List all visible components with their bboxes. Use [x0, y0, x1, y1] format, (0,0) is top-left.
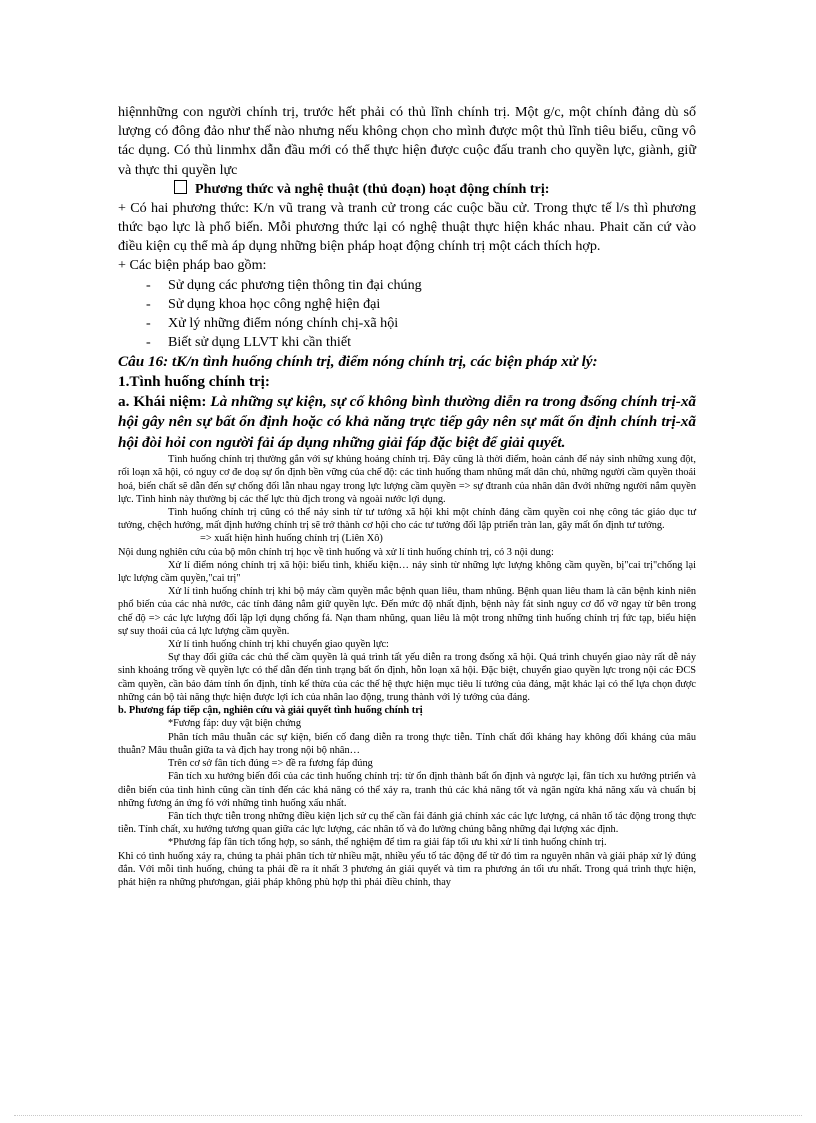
body-paragraph: Tình huống chính trị cũng có thể nảy sinh từ tư tưởng xã hội khi một chính đảng cầm quyền coi nhẹ công tác giáo dục tư tưởng, chệch hướng, mất định hướng chính trị sẽ trở thành cơ hội cho các tư tưởng đối lập ptriển tràn lan, gây mất ổn định tư tưởng. — [118, 506, 696, 532]
section-b-heading: b. Phương fáp tiếp cận, nghiên cứu và giải quyết tình huống chính trị — [118, 704, 423, 716]
body-paragraph: Xử lí điểm nóng chính trị xã hội: biểu tình, khiếu kiện… nảy sinh từ những lực lượng không cầm quyền, bị"cai trị"chống lại lực lượng cầm quyền,"cai trị" — [118, 559, 696, 584]
body-paragraph: Trên cơ sở fân tích đúng => đề ra fương fáp đúng — [168, 758, 373, 770]
body-paragraph: *Phương fáp fân tích tổng hợp, so sánh, thể nghiệm để tìm ra giải fáp tối ưu khi xử lí tình huống chính trị. — [168, 837, 607, 849]
concept-label: a. Khái niệm: — [118, 392, 207, 410]
concept-text: Là những sự kiện, sự cố không bình thường diễn ra trong đsống chính trị-xã hội gây nên sự bất ổn định hoặc có khả năng trực tiếp gây nên sự mất ổn định chính trị-xã hội đòi hỏi con người fải áp dụng những giải fáp đặc biệt để giải quyết. — [118, 392, 697, 451]
body-paragraph: Phân tích mâu thuẫn các sự kiện, biến cố đang diễn ra trong thực tiễn. Tính chất đối kháng hay không đối kháng của mâu thuẫn? Mâu thuẫn giữa ta và địch hay trong nội bộ nhân… — [118, 731, 696, 756]
body-paragraph: => xuất hiện hình huống chính trị (Liên Xô) — [200, 533, 383, 545]
checkbox-bullet-icon — [174, 180, 187, 194]
list-item: - Biết sử dụng LLVT khi cần thiết — [146, 333, 696, 352]
body-paragraph: Fân tích thực tiễn trong những điều kiện lịch sử cụ thể cần fải đánh giá chính xác các lực lượng, cá nhân tố tác động trong thực tiễn. Tính chất, xu hướng tương quan giữa các lực lượng, các nhân tố và đo lường chúng bằng những đại lượng xác định. — [118, 810, 696, 836]
section-1-heading: 1.Tình huống chính trị: — [118, 372, 270, 390]
method-paragraph: + Có hai phương thức: K/n vũ trang và tranh cử trong các cuộc bầu cử. Trong thực tế l/s thì phương thức bạo lực là phổ biến. Mỗi phương thức lại có nghệ thuật thực hiện khác nhau. Phait căn cứ vào điều kiện cụ thể mà áp dụng những biện pháp hoạt động chính trị một cách thích hợp. — [118, 199, 696, 255]
list-item: - Sử dụng các phương tiện thông tin đại chúng — [146, 276, 696, 295]
body-paragraph: Nội dung nghiên cứu của bộ môn chính trị học về tình huống và xử lí tình huống chính trị, có 3 nội dung: — [118, 546, 554, 558]
body-paragraph: Tình huống chính trị thường gắn với sự khủng hoảng chính trị. Đây cũng là thời điểm, hoàn cảnh để nảy sinh những xung đột, rối loạn xã hội, có nguy cơ đe doạ sự ổn định bền vững của chế độ: các tình huống tham nhũng mất dân chủ, những người cầm quyền thoái hoá, biến chất sẽ dẫn đến sự chống đối lẫn nhau ngay trong lực lượng cầm quyền => sự đtranh của nhân dân đvới những người nắm quyền lực. Tình hình này thường bị các thế lực thù địch trong và ngoài nước lợi dụng. — [118, 454, 696, 505]
top-paragraph: hiệnnhững con người chính trị, trước hết phải có thủ lĩnh chính trị. Một g/c, một chính đảng dù số lượng có đông đảo như thế nào nhưng nếu không chọn cho mình được một thủ lĩnh tiêu biểu, cũng vô tác dụng. Có thủ linmhx dẫn đầu mới có thể thực hiện được cuộc đấu tranh cho quyền lực, giành, giữ và thực thi quyền lực — [118, 104, 696, 178]
page-bottom-border — [14, 1115, 802, 1116]
list-item: - Xử lý những điểm nóng chính chị-xã hội — [146, 314, 696, 333]
body-paragraph: *Fương fáp: duy vật biện chứng — [168, 718, 302, 730]
small-text-block-a — [118, 453, 696, 704]
concept-paragraph — [118, 392, 696, 454]
body-paragraph: Fân tích xu hướng biến đổi của các tình huống chính trị: từ ổn định thành bất ổn định và ngược lại, fân tích xu hướng ptriển và diễn biến của tình hình cũng cần tính đến các khả năng có thể xảy ra, tranh thủ các khả năng tốt và ngăn ngừa khả năng xấu và chuẩn bị những fương án ứng fó với những tình huống xấu nhất. — [118, 771, 696, 809]
method-heading — [118, 180, 696, 199]
document-page — [118, 103, 696, 889]
small-text-block-b — [118, 717, 696, 889]
method-heading-text: Phương thức và nghệ thuật (thủ đoạn) hoạt động chính trị: — [195, 180, 550, 197]
body-paragraph: Xử lí tình huống chính trị khi bộ máy cầm quyền mắc bệnh quan liêu, tham nhũng. Bệnh quan liêu tham là căn bệnh kinh niên phổ biến của các nhà nước, các tính đảng nắm giữ quyền lực. Đến mức độ nhất định, bệnh này fát sinh nguy cơ đổ vỡ ngay từ bên trong chế độ => các lực lượng đối lập lợi dụng chống fá. Nạn tham nhũng, quan liêu là một trong những tình huống chính trị fức tạp, biểu hiện sự suy thoái của cả lực lượng cầm quyền. — [118, 586, 696, 637]
body-paragraph: Xử lí tình huống chính trị khi chuyển giao quyền lực: — [168, 638, 389, 650]
body-paragraph: Khi có tình huống xảy ra, chúng ta phải phân tích từ nhiều mặt, nhiều yếu tố tác động để từ đó tìm ra nguyên nhân và giải pháp xử lý đúng đắn. Với mỗi tình huống, chúng ta phải đề ra ít nhất 3 phương án giải quyết và tìm ra phương án tối ưu nhất. Trong quá trình thực hiện, phát hiện ra những phươngan, giải pháp không phù hợp thì phải điều chỉnh, thay — [118, 850, 696, 888]
body-paragraph: Sự thay đổi giữa các chủ thể cầm quyền là quá trình tất yếu diễn ra trong đsống xã hội. Quá trình chuyển giao này rất dễ nảy sinh khoảng trống về quyền lực có thể dẫn đến tình trạng bất ổn định, hỗn loạn xã hội. Đặc biệt, chuyển giao quyền lực trong nội các ĐCS cầm quyền, cần bảo đảm tính ổn định, tính kế thừa của các thế hệ thực hiện mục tiêu lí tưởng của đảng, mặt khác lại có thể lựa chọn được những cán bộ tài năng thực hiện được lợi ích của nhân lao động, trung thành với lý tưởng của đảng. — [118, 652, 696, 703]
question-16-heading: Câu 16: tK/n tình huống chính trị, điểm nóng chính trị, các biện pháp xử lý: — [118, 352, 598, 370]
list-item: - Sử dụng khoa học công nghệ hiện đại — [146, 295, 696, 314]
measures-intro: + Các biện pháp bao gồm: — [118, 257, 267, 274]
measures-list — [118, 276, 696, 352]
